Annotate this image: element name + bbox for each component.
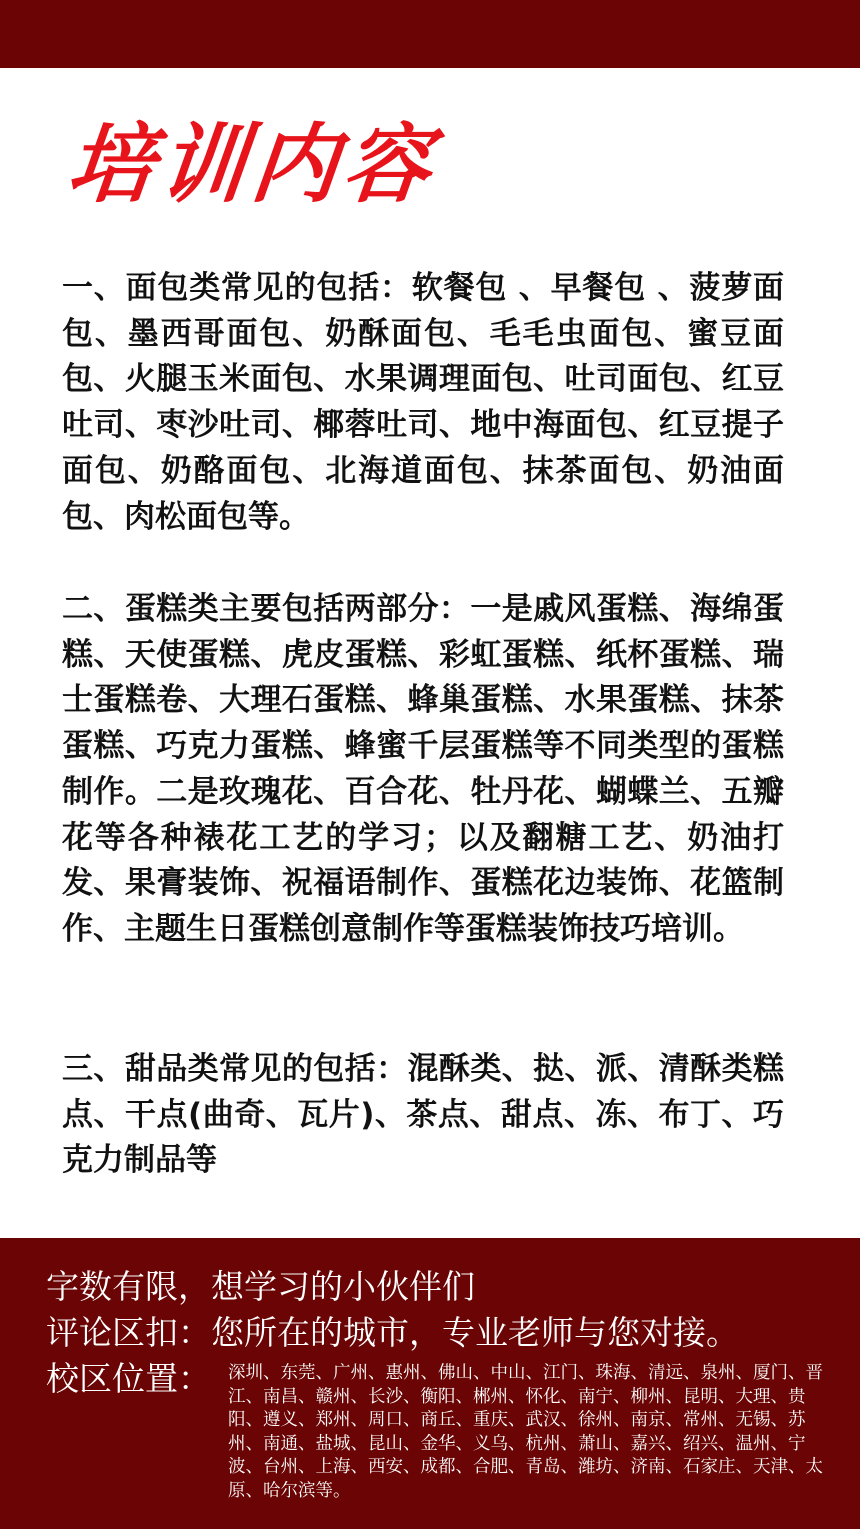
campus-city-list: 深圳、东莞、广州、惠州、佛山、中山、江门、珠海、清远、泉州、厦门、晋江、南昌、赣州、长沙、衡阳、郴州、怀化、南宁、柳州、昆明、大理、贵阳、遵义、郑州、周口、商丘、重庆、武汉、徐州、南京、常州、无锡、苏州、南通、盐城、昆山、金华、义乌、杭州、萧山、嘉兴、绍兴、温州、宁波、台州、上海、西安、成都、合肥、青岛、潍坊、济南、石家庄、天津、太原、哈尔滨等。 — [228, 1363, 823, 1501]
section-dessert: 三、甜品类常见的包括：混酥类、挞、派、清酥类糕点、干点(曲奇、瓦片)、茶点、甜点、冻、布丁、巧克力制品等 — [62, 1051, 784, 1179]
section-cake: 二、蛋糕类主要包括两部分：一是戚风蛋糕、海绵蛋糕、天使蛋糕、虎皮蛋糕、彩虹蛋糕、纸杯蛋糕、瑞士蛋糕卷、大理石蛋糕、蜂巢蛋糕、水果蛋糕、抹茶蛋糕、巧克力蛋糕、蜂蜜千层蛋糕等不同类型的蛋糕制作。二是玫瑰花、百合花、牡丹花、蝴蝶兰、五瓣花等各种裱花工艺的学习；以及翻糖工艺、奶油打发、果膏装饰、祝福语制作、蛋糕花边装饰、花篮制作、主题生日蛋糕创意制作等蛋糕装饰技巧培训。 — [62, 591, 784, 947]
campus-label: 校区位置： — [46, 1359, 211, 1398]
footer-line-1: 字数有限，想学习的小伙伴们 — [46, 1267, 475, 1306]
section-bread: 一、面包类常见的包括：软餐包 、早餐包 、菠萝面包、墨西哥面包、奶酥面包、毛毛虫面包、蜜豆面包、火腿玉米面包、水果调理面包、吐司面包、红豆吐司、枣沙吐司、椰蓉吐司、地中海面包、红豆提子面包、奶酪面包、北海道面包、抹茶面包、奶油面包、肉松面包等。 — [62, 270, 784, 535]
footer-line-2: 评论区扣：您所在的城市，专业老师与您对接。 — [46, 1313, 739, 1352]
page-title: 培训内容 — [62, 115, 442, 215]
footer-banner — [0, 1238, 860, 1529]
top-banner — [0, 0, 860, 68]
main-content — [62, 110, 802, 1179]
